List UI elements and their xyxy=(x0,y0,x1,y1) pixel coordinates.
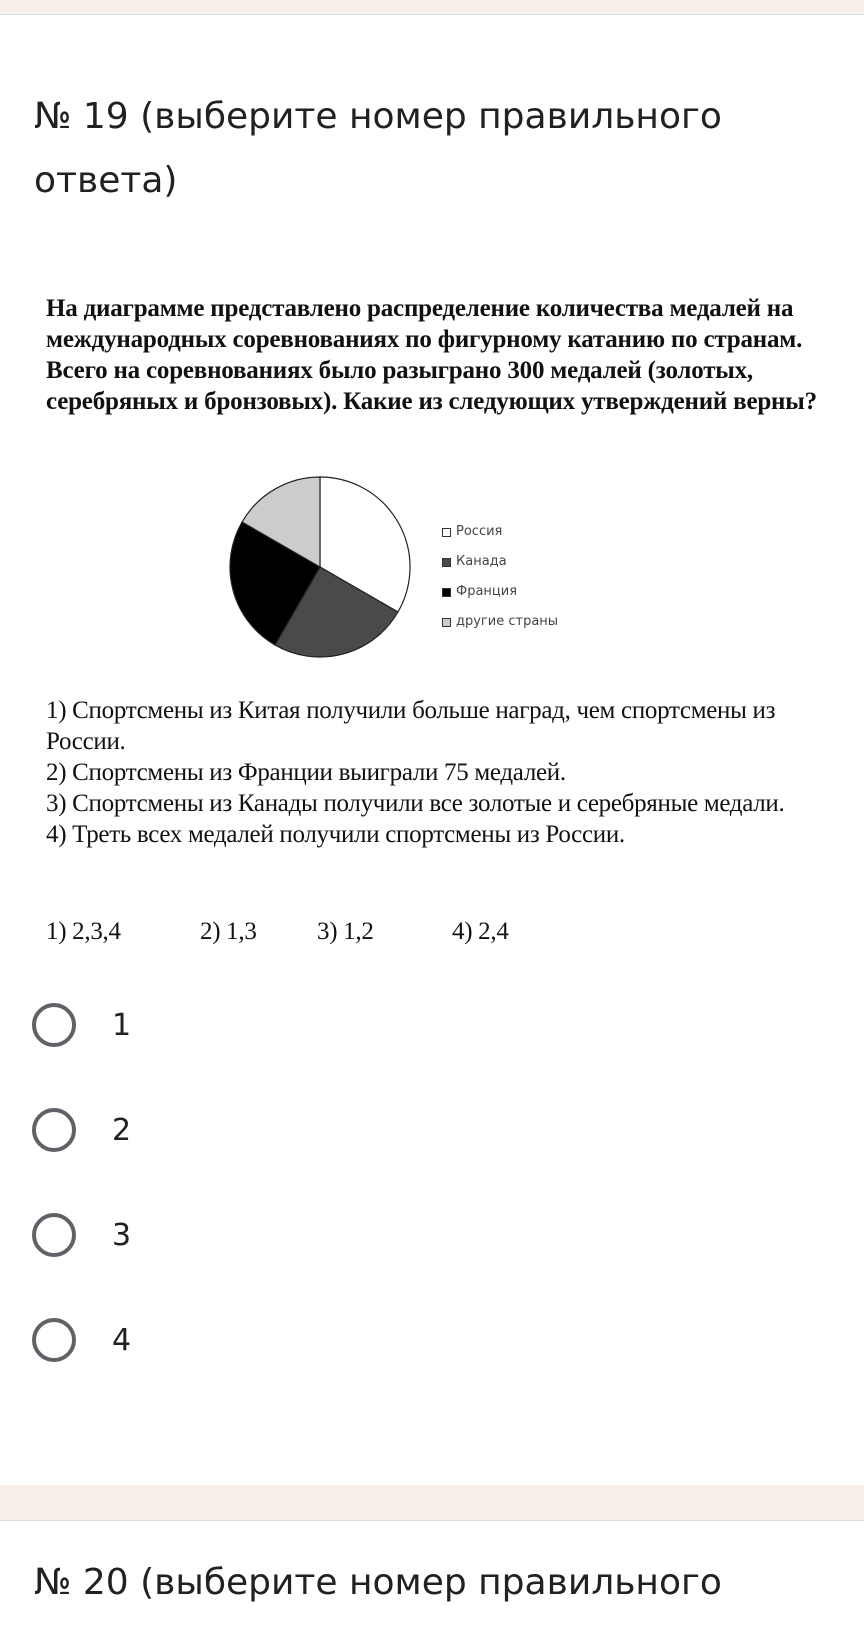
option-label: 4 xyxy=(112,1322,132,1358)
statements-list xyxy=(46,695,846,850)
legend-swatch-france xyxy=(442,588,451,597)
statement-3: 3) Спортсмены из Канады получили все золотые и серебряные медали. xyxy=(46,790,785,817)
radio-option-2[interactable] xyxy=(32,1100,432,1160)
statement-2: 2) Спортсмены из Франции выиграли 75 медалей. xyxy=(46,759,566,786)
radio-circle-icon[interactable] xyxy=(32,1318,76,1362)
radio-circle-icon[interactable] xyxy=(32,1213,76,1257)
legend-label-other: другие страны xyxy=(456,614,559,629)
legend-item xyxy=(442,547,558,577)
legend-label-canada: Канада xyxy=(456,554,507,569)
radio-option-1[interactable] xyxy=(32,995,432,1055)
chart-legend xyxy=(442,517,558,637)
radio-circle-icon[interactable] xyxy=(32,1108,76,1152)
option-label: 3 xyxy=(112,1217,132,1253)
radio-option-3[interactable] xyxy=(32,1205,432,1265)
question-card-20 xyxy=(0,1520,864,1632)
legend-item xyxy=(442,517,558,547)
pie-chart xyxy=(220,467,420,667)
statement-4: 4) Треть всех медалей получили спортсмены из России. xyxy=(46,821,625,848)
question-card-19 xyxy=(0,14,864,1485)
radio-option-4[interactable] xyxy=(32,1310,432,1370)
answer-choice-3: 3) 1,2 xyxy=(317,918,374,945)
legend-item xyxy=(442,577,558,607)
question-image xyxy=(30,277,850,997)
page-background-strip xyxy=(0,0,864,14)
answer-choice-2: 2) 1,3 xyxy=(200,918,257,945)
radio-circle-icon[interactable] xyxy=(32,1003,76,1047)
question-title: № 19 (выберите номер правильного ответа) xyxy=(34,96,722,201)
statement-1: 1) Спортсмены из Китая получили больше наград, чем спортсмены из России. xyxy=(46,697,776,755)
answer-choice-1: 1) 2,3,4 xyxy=(46,918,121,945)
option-label: 1 xyxy=(112,1007,132,1043)
option-label: 2 xyxy=(112,1112,132,1148)
legend-swatch-other xyxy=(442,618,451,627)
legend-label-france: Франция xyxy=(456,584,518,599)
legend-item xyxy=(442,607,558,637)
legend-label-russia: Россия xyxy=(456,524,503,539)
question-stem: На диаграмме представлено распределение количества медалей на международных соревнованиях по фигурному катанию по странам. Всего на соревнованиях было разыграно 300 медалей (золотых, серебряных и бронзовых). Какие из следующих утверждений верны? xyxy=(46,295,817,415)
legend-swatch-canada xyxy=(442,558,451,567)
legend-swatch-russia xyxy=(442,528,451,537)
question-title: № 20 (выберите номер правильного xyxy=(34,1562,722,1603)
answer-choice-4: 4) 2,4 xyxy=(452,918,509,945)
